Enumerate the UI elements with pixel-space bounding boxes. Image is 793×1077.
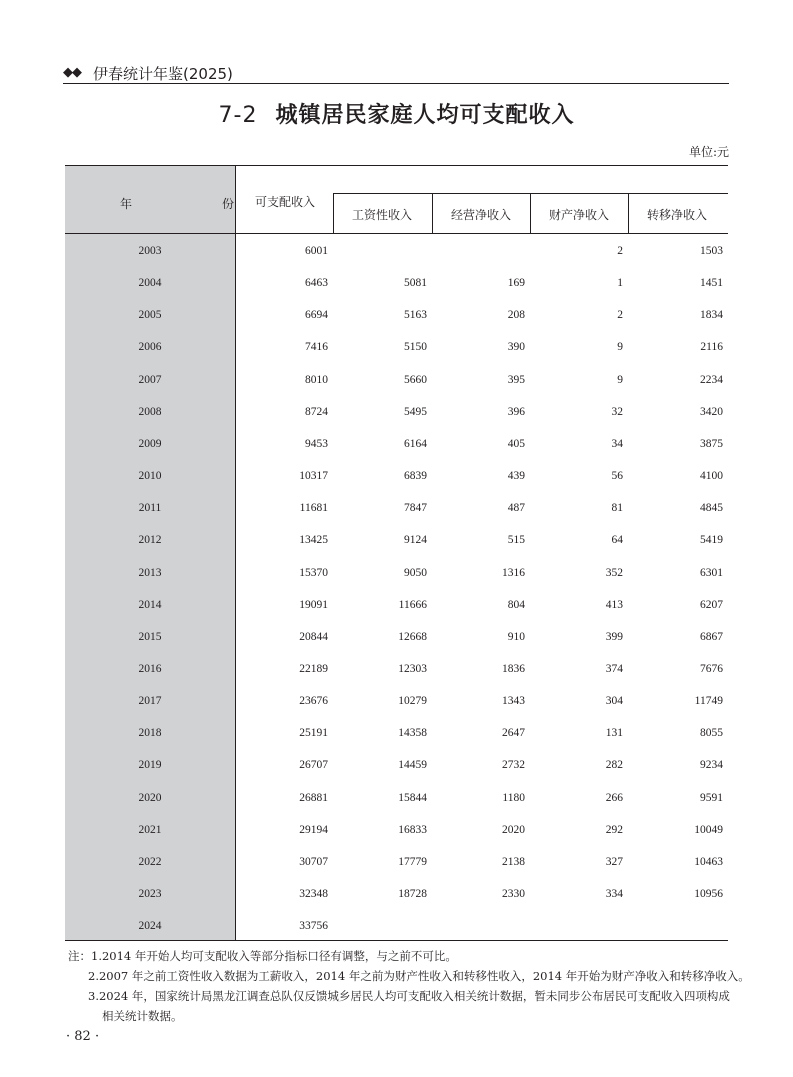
year-cell: 2022 <box>138 855 162 868</box>
disposable-income-cell: 22189 <box>299 662 328 675</box>
disposable-income-cell: 30707 <box>299 855 328 868</box>
footnote: 2.2007 年之前工资性收入数据为工薪收入，2014 年之前为财产性收入和转移性收入，2014 年开始为财产净收入和转移净收入。 <box>88 969 750 983</box>
wage-income-cell: 9050 <box>404 566 427 579</box>
year-cell: 2009 <box>138 437 162 450</box>
running-header <box>63 63 729 85</box>
business-income-cell: 2732 <box>502 759 525 772</box>
transfer-income-cell: 10463 <box>694 855 723 868</box>
wage-income-cell: 15844 <box>398 791 427 804</box>
wage-income-cell: 10279 <box>398 695 427 708</box>
header-business-income: 经营净收入 <box>450 208 511 222</box>
property-income-cell: 2 <box>617 309 623 322</box>
disposable-income-cell: 8010 <box>305 373 328 386</box>
wage-income-cell: 6164 <box>404 437 427 450</box>
year-cell: 2016 <box>138 662 162 675</box>
disposable-income-cell: 25191 <box>299 727 328 740</box>
table-row <box>65 847 728 879</box>
business-income-cell: 439 <box>507 470 525 483</box>
property-income-cell: 292 <box>605 823 623 836</box>
disposable-income-cell: 7416 <box>305 341 328 354</box>
business-income-cell: 2138 <box>502 855 525 868</box>
transfer-income-cell: 10049 <box>694 823 723 836</box>
business-income-cell: 1343 <box>502 695 525 708</box>
transfer-income-cell: 1503 <box>700 245 723 257</box>
year-cell: 2024 <box>138 920 162 933</box>
transfer-income-cell: 8055 <box>700 727 723 740</box>
transfer-income-cell: 9234 <box>700 759 723 772</box>
wage-income-cell: 14459 <box>398 759 427 772</box>
disposable-income-cell: 13425 <box>299 534 328 547</box>
business-income-cell: 1316 <box>502 566 525 579</box>
wage-income-cell: 16833 <box>398 823 427 836</box>
table-row <box>65 815 728 847</box>
table-row <box>65 558 728 590</box>
disposable-income-cell: 26881 <box>299 791 328 804</box>
property-income-cell: 334 <box>605 888 623 900</box>
transfer-income-cell: 6301 <box>700 566 723 579</box>
table-row <box>65 879 728 911</box>
disposable-income-cell: 6463 <box>305 277 328 290</box>
table-row <box>65 622 728 654</box>
business-income-cell: 515 <box>507 534 525 547</box>
table-row <box>65 783 728 815</box>
business-income-cell: 804 <box>507 598 525 611</box>
table-row <box>65 332 728 364</box>
property-income-cell: 9 <box>617 341 623 354</box>
business-income-cell: 169 <box>507 277 525 290</box>
disposable-income-cell: 32348 <box>299 888 328 900</box>
disposable-income-cell: 15370 <box>299 566 328 579</box>
property-income-cell: 266 <box>605 791 623 804</box>
year-cell: 2020 <box>138 791 162 804</box>
year-cell: 2010 <box>138 470 162 483</box>
table-header-rule <box>65 233 728 234</box>
footnote: 3.2024 年，国家统计局黑龙江调查总队仅反馈城乡居民人均可支配收入相关统计数据，暂未同步公布居民可支配收入四项构成 <box>88 989 730 1003</box>
table-row <box>65 525 728 557</box>
transfer-income-cell: 2234 <box>700 373 723 386</box>
table-row <box>65 300 728 332</box>
year-cell: 2007 <box>138 373 162 386</box>
property-income-cell: 9 <box>617 373 623 386</box>
transfer-income-cell: 10956 <box>694 888 723 900</box>
wage-income-cell: 12303 <box>398 662 427 675</box>
year-cell: 2015 <box>138 630 162 643</box>
header-transfer-income: 转移净收入 <box>646 208 707 222</box>
disposable-income-cell: 23676 <box>299 695 328 708</box>
header-property-income: 财产净收入 <box>548 208 609 222</box>
transfer-income-cell: 9591 <box>700 791 723 804</box>
disposable-income-cell: 10317 <box>299 470 328 483</box>
unit-label: 单位:元 <box>688 145 729 159</box>
business-income-cell: 405 <box>507 437 525 450</box>
table-row <box>65 493 728 525</box>
property-income-cell: 64 <box>611 534 623 547</box>
footnote: 相关统计数据。 <box>102 1009 183 1023</box>
year-cell: 2003 <box>138 245 162 257</box>
property-income-cell: 81 <box>611 502 623 515</box>
business-income-cell: 396 <box>507 405 525 418</box>
table-row <box>65 590 728 622</box>
transfer-income-cell: 5419 <box>700 534 723 547</box>
business-income-cell: 390 <box>507 341 525 354</box>
year-cell: 2017 <box>138 695 162 708</box>
business-income-cell: 1836 <box>502 662 525 675</box>
transfer-income-cell: 1834 <box>700 309 723 322</box>
year-cell: 2013 <box>138 566 162 579</box>
header-disposable-income: 可支配收入 <box>255 195 316 209</box>
property-income-cell: 2 <box>617 245 623 257</box>
table-row <box>65 654 728 686</box>
property-income-cell: 399 <box>605 630 623 643</box>
year-cell: 2006 <box>138 341 162 354</box>
disposable-income-cell: 29194 <box>299 823 328 836</box>
table-top-rule <box>65 165 728 166</box>
transfer-income-cell: 3420 <box>700 405 723 418</box>
business-income-cell: 208 <box>507 309 525 322</box>
disposable-income-cell: 6001 <box>305 245 328 257</box>
page-title <box>0 98 793 129</box>
year-cell: 2008 <box>138 405 162 418</box>
transfer-income-cell: 1451 <box>700 277 723 290</box>
table-row <box>65 365 728 397</box>
transfer-income-cell: 6207 <box>700 598 723 611</box>
wage-income-cell: 17779 <box>398 855 427 868</box>
business-income-cell: 910 <box>507 630 525 643</box>
disposable-income-cell: 8724 <box>305 405 328 418</box>
table-number: 7-2 <box>218 103 258 128</box>
wage-income-cell: 5081 <box>404 277 427 290</box>
wage-income-cell: 9124 <box>404 534 427 547</box>
property-income-cell: 352 <box>605 566 623 579</box>
wage-income-cell: 5495 <box>404 405 427 418</box>
transfer-income-cell: 2116 <box>700 341 723 354</box>
table-row <box>65 686 728 718</box>
property-income-cell: 327 <box>605 855 623 868</box>
diamond-icon: ◆◆ <box>63 65 81 80</box>
table-row <box>65 268 728 300</box>
wage-income-cell: 14358 <box>398 727 427 740</box>
year-cell: 2005 <box>138 309 162 322</box>
wage-income-cell: 11666 <box>398 598 427 611</box>
disposable-income-cell: 33756 <box>299 920 328 933</box>
disposable-income-cell: 26707 <box>299 759 328 772</box>
year-cell: 2004 <box>138 277 162 290</box>
footnote: 注：1.2014 年开始人均可支配收入等部分指标口径有调整，与之前不可比。 <box>68 949 457 963</box>
year-cell: 2011 <box>138 502 162 515</box>
wage-income-cell: 5660 <box>404 373 427 386</box>
business-income-cell: 2330 <box>502 888 525 900</box>
property-income-cell: 304 <box>605 695 623 708</box>
business-income-cell: 487 <box>507 502 525 515</box>
header-wage-income: 工资性收入 <box>351 208 412 222</box>
year-cell: 2018 <box>138 727 162 740</box>
book-title: 伊春统计年鉴(2025) <box>93 65 233 83</box>
year-cell: 2023 <box>138 888 162 900</box>
footnotes <box>68 946 750 1026</box>
transfer-income-cell: 4845 <box>700 502 723 515</box>
wage-income-cell: 5163 <box>404 309 427 322</box>
wage-income-cell: 12668 <box>398 630 427 643</box>
transfer-income-cell: 11749 <box>694 695 723 708</box>
business-income-cell: 395 <box>507 373 525 386</box>
table-row <box>65 429 728 461</box>
wage-income-cell: 18728 <box>398 888 427 900</box>
transfer-income-cell: 7676 <box>700 662 723 675</box>
business-income-cell: 1180 <box>502 791 525 804</box>
transfer-income-cell: 6867 <box>700 630 723 643</box>
property-income-cell: 413 <box>605 598 623 611</box>
business-income-cell: 2020 <box>502 823 525 836</box>
property-income-cell: 282 <box>605 759 623 772</box>
disposable-income-cell: 20844 <box>299 630 328 643</box>
header-year: 年 份 <box>120 197 257 211</box>
year-cell: 2012 <box>138 534 162 547</box>
year-cell: 2019 <box>138 759 162 772</box>
table-row <box>65 236 728 268</box>
property-income-cell: 32 <box>611 405 623 418</box>
property-income-cell: 131 <box>605 727 623 740</box>
disposable-income-cell: 19091 <box>299 598 328 611</box>
transfer-income-cell: 3875 <box>700 437 723 450</box>
table-row <box>65 397 728 429</box>
table-row <box>65 750 728 782</box>
page-number: · 82 · <box>66 1029 100 1044</box>
transfer-income-cell: 4100 <box>700 470 723 483</box>
year-cell: 2014 <box>138 598 162 611</box>
table-title: 城镇居民家庭人均可支配收入 <box>275 103 575 128</box>
table-row <box>65 911 728 943</box>
disposable-income-cell: 11681 <box>299 502 328 515</box>
year-cell: 2021 <box>138 823 162 836</box>
disposable-income-cell: 6694 <box>305 309 328 322</box>
property-income-cell: 56 <box>611 470 623 483</box>
property-income-cell: 1 <box>617 277 623 290</box>
header-rule <box>63 83 729 84</box>
wage-income-cell: 6839 <box>404 470 427 483</box>
wage-income-cell: 5150 <box>404 341 427 354</box>
table-row <box>65 718 728 750</box>
wage-income-cell: 7847 <box>404 502 427 515</box>
disposable-income-cell: 9453 <box>305 437 328 450</box>
table-row <box>65 461 728 493</box>
business-income-cell: 2647 <box>502 727 525 740</box>
property-income-cell: 34 <box>611 437 623 450</box>
property-income-cell: 374 <box>605 662 623 675</box>
